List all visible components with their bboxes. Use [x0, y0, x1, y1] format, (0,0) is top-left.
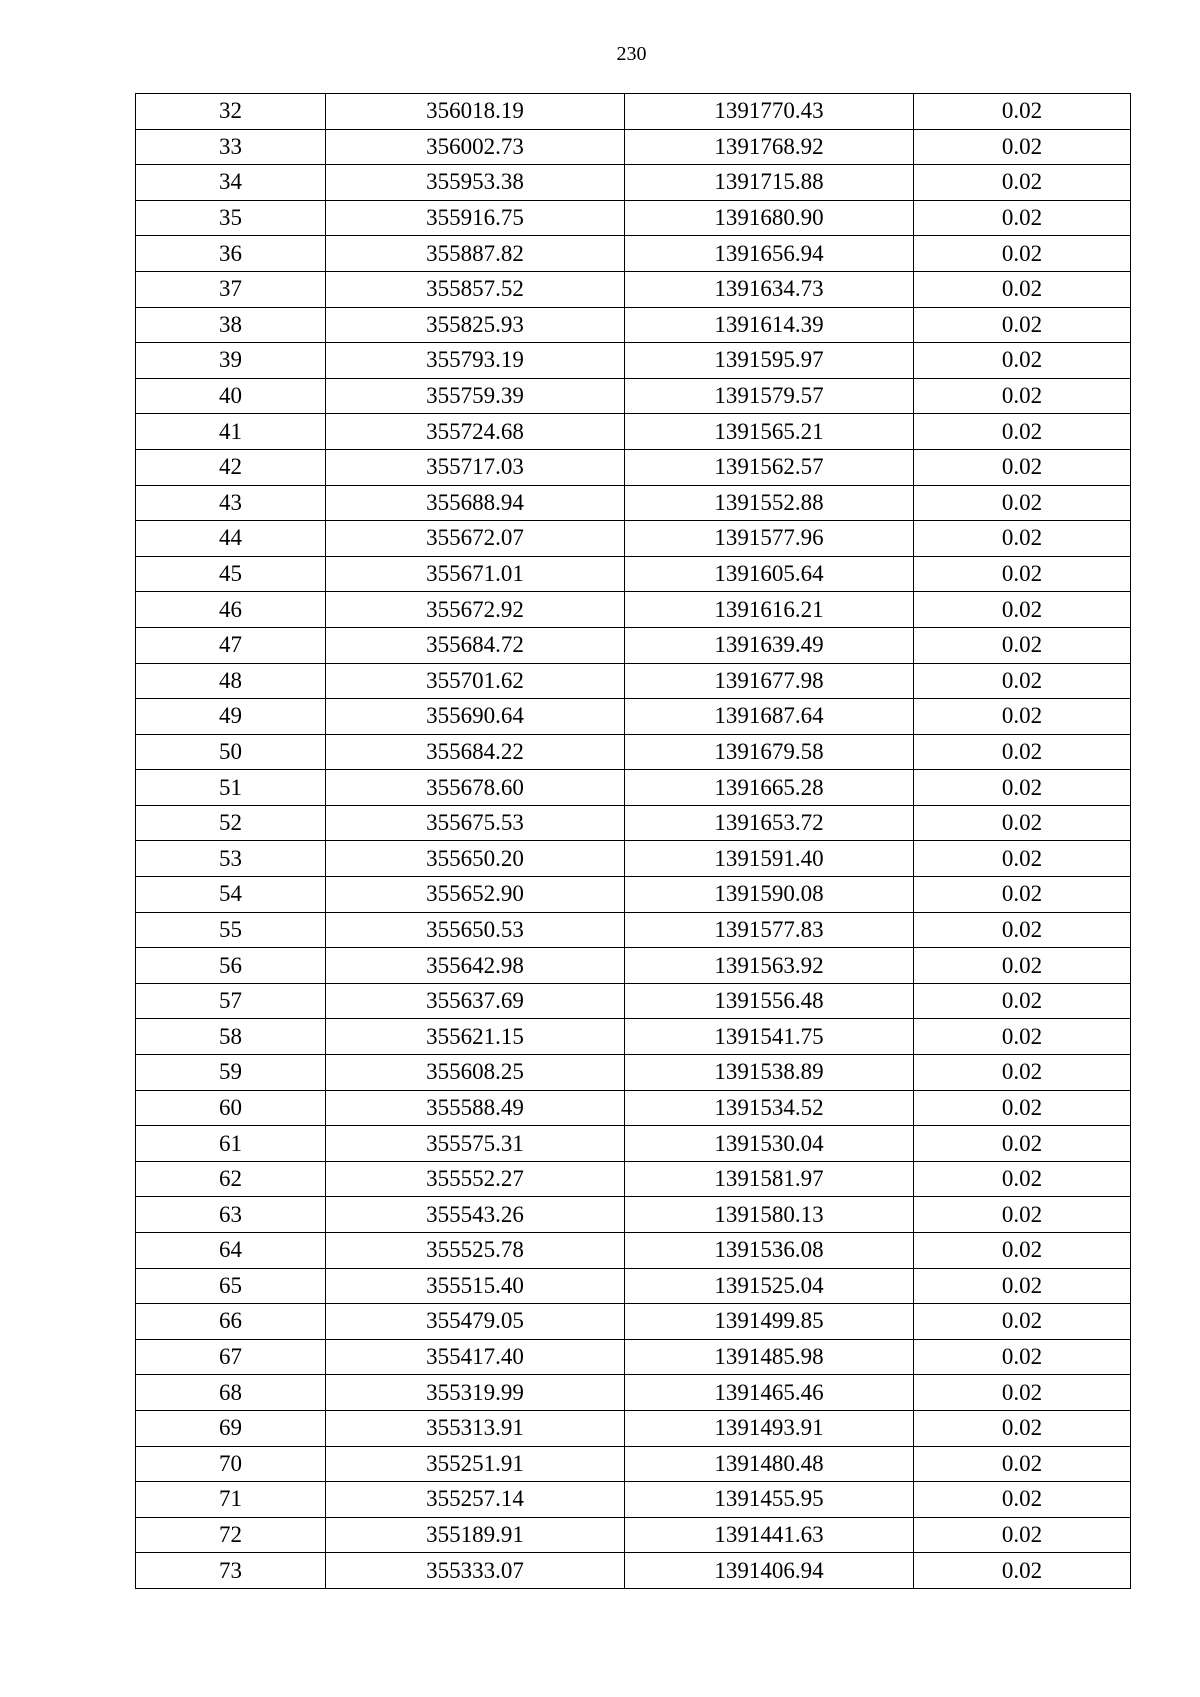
table-row — [136, 1161, 1131, 1197]
value-cell: 0.02 — [914, 343, 1131, 379]
value-cell: 0.02 — [914, 200, 1131, 236]
value-cell: 0.02 — [914, 485, 1131, 521]
x-coordinate-cell: 355608.25 — [326, 1055, 625, 1091]
point-number-cell: 56 — [136, 948, 326, 984]
point-number-cell: 37 — [136, 271, 326, 307]
table-row — [136, 343, 1131, 379]
value-cell: 0.02 — [914, 414, 1131, 450]
value-cell: 0.02 — [914, 1375, 1131, 1411]
table-row — [136, 948, 1131, 984]
value-cell: 0.02 — [914, 1553, 1131, 1589]
point-number-cell: 73 — [136, 1553, 326, 1589]
table-row — [136, 663, 1131, 699]
y-coordinate-cell: 1391591.40 — [625, 841, 914, 877]
value-cell: 0.02 — [914, 449, 1131, 485]
table-row — [136, 1482, 1131, 1518]
x-coordinate-cell: 355701.62 — [326, 663, 625, 699]
point-number-cell: 44 — [136, 521, 326, 557]
table-row — [136, 1446, 1131, 1482]
x-coordinate-cell: 355650.53 — [326, 912, 625, 948]
x-coordinate-cell: 355887.82 — [326, 236, 625, 272]
y-coordinate-cell: 1391639.49 — [625, 627, 914, 663]
point-number-cell: 57 — [136, 983, 326, 1019]
value-cell: 0.02 — [914, 271, 1131, 307]
x-coordinate-cell: 355684.72 — [326, 627, 625, 663]
point-number-cell: 36 — [136, 236, 326, 272]
x-coordinate-cell: 355690.64 — [326, 699, 625, 735]
table-body — [136, 94, 1131, 1589]
table-row — [136, 912, 1131, 948]
y-coordinate-cell: 1391715.88 — [625, 165, 914, 201]
point-number-cell: 32 — [136, 94, 326, 130]
y-coordinate-cell: 1391552.88 — [625, 485, 914, 521]
y-coordinate-cell: 1391534.52 — [625, 1090, 914, 1126]
x-coordinate-cell: 355642.98 — [326, 948, 625, 984]
value-cell: 0.02 — [914, 1090, 1131, 1126]
x-coordinate-cell: 355652.90 — [326, 877, 625, 913]
point-number-cell: 71 — [136, 1482, 326, 1518]
x-coordinate-cell: 355825.93 — [326, 307, 625, 343]
table-row — [136, 236, 1131, 272]
point-number-cell: 46 — [136, 592, 326, 628]
y-coordinate-cell: 1391577.96 — [625, 521, 914, 557]
table-row — [136, 1304, 1131, 1340]
table-row — [136, 805, 1131, 841]
y-coordinate-cell: 1391565.21 — [625, 414, 914, 450]
value-cell: 0.02 — [914, 1055, 1131, 1091]
value-cell: 0.02 — [914, 1126, 1131, 1162]
point-number-cell: 59 — [136, 1055, 326, 1091]
value-cell: 0.02 — [914, 877, 1131, 913]
table-row — [136, 556, 1131, 592]
y-coordinate-cell: 1391614.39 — [625, 307, 914, 343]
point-number-cell: 50 — [136, 734, 326, 770]
table-row — [136, 699, 1131, 735]
value-cell: 0.02 — [914, 912, 1131, 948]
value-cell: 0.02 — [914, 841, 1131, 877]
table-row — [136, 485, 1131, 521]
table-row — [136, 1268, 1131, 1304]
x-coordinate-cell: 355257.14 — [326, 1482, 625, 1518]
value-cell: 0.02 — [914, 1517, 1131, 1553]
point-number-cell: 43 — [136, 485, 326, 521]
x-coordinate-cell: 355515.40 — [326, 1268, 625, 1304]
y-coordinate-cell: 1391493.91 — [625, 1410, 914, 1446]
y-coordinate-cell: 1391556.48 — [625, 983, 914, 1019]
x-coordinate-cell: 355417.40 — [326, 1339, 625, 1375]
table-row — [136, 627, 1131, 663]
point-number-cell: 49 — [136, 699, 326, 735]
y-coordinate-cell: 1391581.97 — [625, 1161, 914, 1197]
point-number-cell: 69 — [136, 1410, 326, 1446]
table-row — [136, 1126, 1131, 1162]
y-coordinate-cell: 1391530.04 — [625, 1126, 914, 1162]
y-coordinate-cell: 1391595.97 — [625, 343, 914, 379]
x-coordinate-cell: 355588.49 — [326, 1090, 625, 1126]
value-cell: 0.02 — [914, 1482, 1131, 1518]
x-coordinate-cell: 355916.75 — [326, 200, 625, 236]
page-number: 230 — [616, 43, 647, 65]
y-coordinate-cell: 1391563.92 — [625, 948, 914, 984]
point-number-cell: 67 — [136, 1339, 326, 1375]
value-cell: 0.02 — [914, 236, 1131, 272]
table-row — [136, 1339, 1131, 1375]
y-coordinate-cell: 1391441.63 — [625, 1517, 914, 1553]
x-coordinate-cell: 355525.78 — [326, 1233, 625, 1269]
x-coordinate-cell: 356018.19 — [326, 94, 625, 130]
point-number-cell: 38 — [136, 307, 326, 343]
x-coordinate-cell: 355724.68 — [326, 414, 625, 450]
table-row — [136, 449, 1131, 485]
x-coordinate-cell: 355313.91 — [326, 1410, 625, 1446]
y-coordinate-cell: 1391616.21 — [625, 592, 914, 628]
x-coordinate-cell: 355672.92 — [326, 592, 625, 628]
point-number-cell: 41 — [136, 414, 326, 450]
table-row — [136, 1197, 1131, 1233]
x-coordinate-cell: 355479.05 — [326, 1304, 625, 1340]
table-row — [136, 1019, 1131, 1055]
table-row — [136, 94, 1131, 130]
point-number-cell: 60 — [136, 1090, 326, 1126]
value-cell: 0.02 — [914, 627, 1131, 663]
value-cell: 0.02 — [914, 983, 1131, 1019]
table-row — [136, 734, 1131, 770]
value-cell: 0.02 — [914, 592, 1131, 628]
value-cell: 0.02 — [914, 94, 1131, 130]
y-coordinate-cell: 1391525.04 — [625, 1268, 914, 1304]
y-coordinate-cell: 1391465.46 — [625, 1375, 914, 1411]
point-number-cell: 40 — [136, 378, 326, 414]
table-row — [136, 1410, 1131, 1446]
x-coordinate-cell: 355319.99 — [326, 1375, 625, 1411]
value-cell: 0.02 — [914, 948, 1131, 984]
value-cell: 0.02 — [914, 1410, 1131, 1446]
table-row — [136, 770, 1131, 806]
table-row — [136, 129, 1131, 165]
y-coordinate-cell: 1391580.13 — [625, 1197, 914, 1233]
point-number-cell: 35 — [136, 200, 326, 236]
table-row — [136, 983, 1131, 1019]
table-row — [136, 1233, 1131, 1269]
point-number-cell: 55 — [136, 912, 326, 948]
point-number-cell: 63 — [136, 1197, 326, 1233]
value-cell: 0.02 — [914, 378, 1131, 414]
point-number-cell: 70 — [136, 1446, 326, 1482]
y-coordinate-cell: 1391605.64 — [625, 556, 914, 592]
value-cell: 0.02 — [914, 1019, 1131, 1055]
point-number-cell: 45 — [136, 556, 326, 592]
point-number-cell: 66 — [136, 1304, 326, 1340]
y-coordinate-cell: 1391541.75 — [625, 1019, 914, 1055]
value-cell: 0.02 — [914, 307, 1131, 343]
y-coordinate-cell: 1391562.57 — [625, 449, 914, 485]
value-cell: 0.02 — [914, 1339, 1131, 1375]
y-coordinate-cell: 1391485.98 — [625, 1339, 914, 1375]
point-number-cell: 48 — [136, 663, 326, 699]
y-coordinate-cell: 1391665.28 — [625, 770, 914, 806]
point-number-cell: 53 — [136, 841, 326, 877]
x-coordinate-cell: 355637.69 — [326, 983, 625, 1019]
value-cell: 0.02 — [914, 165, 1131, 201]
x-coordinate-cell: 355672.07 — [326, 521, 625, 557]
value-cell: 0.02 — [914, 1304, 1131, 1340]
point-number-cell: 33 — [136, 129, 326, 165]
x-coordinate-cell: 355793.19 — [326, 343, 625, 379]
table-row — [136, 271, 1131, 307]
x-coordinate-cell: 355671.01 — [326, 556, 625, 592]
x-coordinate-cell: 355552.27 — [326, 1161, 625, 1197]
table-row — [136, 414, 1131, 450]
y-coordinate-cell: 1391538.89 — [625, 1055, 914, 1091]
value-cell: 0.02 — [914, 699, 1131, 735]
value-cell: 0.02 — [914, 1268, 1131, 1304]
point-number-cell: 65 — [136, 1268, 326, 1304]
x-coordinate-cell: 355621.15 — [326, 1019, 625, 1055]
value-cell: 0.02 — [914, 521, 1131, 557]
table-row — [136, 521, 1131, 557]
point-number-cell: 64 — [136, 1233, 326, 1269]
value-cell: 0.02 — [914, 1446, 1131, 1482]
y-coordinate-cell: 1391590.08 — [625, 877, 914, 913]
y-coordinate-cell: 1391687.64 — [625, 699, 914, 735]
table-row — [136, 592, 1131, 628]
y-coordinate-cell: 1391768.92 — [625, 129, 914, 165]
coordinate-table-container — [135, 93, 1131, 1589]
table-row — [136, 200, 1131, 236]
y-coordinate-cell: 1391455.95 — [625, 1482, 914, 1518]
point-number-cell: 62 — [136, 1161, 326, 1197]
value-cell: 0.02 — [914, 805, 1131, 841]
x-coordinate-cell: 355251.91 — [326, 1446, 625, 1482]
value-cell: 0.02 — [914, 1197, 1131, 1233]
table-row — [136, 1517, 1131, 1553]
x-coordinate-cell: 355678.60 — [326, 770, 625, 806]
value-cell: 0.02 — [914, 1233, 1131, 1269]
point-number-cell: 54 — [136, 877, 326, 913]
x-coordinate-cell: 356002.73 — [326, 129, 625, 165]
table-row — [136, 877, 1131, 913]
y-coordinate-cell: 1391577.83 — [625, 912, 914, 948]
value-cell: 0.02 — [914, 556, 1131, 592]
point-number-cell: 52 — [136, 805, 326, 841]
y-coordinate-cell: 1391406.94 — [625, 1553, 914, 1589]
y-coordinate-cell: 1391634.73 — [625, 271, 914, 307]
point-number-cell: 72 — [136, 1517, 326, 1553]
table-row — [136, 1375, 1131, 1411]
x-coordinate-cell: 355953.38 — [326, 165, 625, 201]
y-coordinate-cell: 1391653.72 — [625, 805, 914, 841]
table-row — [136, 378, 1131, 414]
x-coordinate-cell: 355189.91 — [326, 1517, 625, 1553]
x-coordinate-cell: 355650.20 — [326, 841, 625, 877]
y-coordinate-cell: 1391680.90 — [625, 200, 914, 236]
y-coordinate-cell: 1391679.58 — [625, 734, 914, 770]
table-row — [136, 1553, 1131, 1589]
point-number-cell: 34 — [136, 165, 326, 201]
x-coordinate-cell: 355333.07 — [326, 1553, 625, 1589]
value-cell: 0.02 — [914, 770, 1131, 806]
table-row — [136, 1055, 1131, 1091]
x-coordinate-cell: 355575.31 — [326, 1126, 625, 1162]
x-coordinate-cell: 355688.94 — [326, 485, 625, 521]
x-coordinate-cell: 355684.22 — [326, 734, 625, 770]
y-coordinate-cell: 1391656.94 — [625, 236, 914, 272]
x-coordinate-cell: 355759.39 — [326, 378, 625, 414]
x-coordinate-cell: 355857.52 — [326, 271, 625, 307]
x-coordinate-cell: 355717.03 — [326, 449, 625, 485]
coordinate-table — [135, 93, 1131, 1589]
y-coordinate-cell: 1391536.08 — [625, 1233, 914, 1269]
x-coordinate-cell: 355675.53 — [326, 805, 625, 841]
y-coordinate-cell: 1391480.48 — [625, 1446, 914, 1482]
point-number-cell: 39 — [136, 343, 326, 379]
y-coordinate-cell: 1391677.98 — [625, 663, 914, 699]
table-row — [136, 841, 1131, 877]
table-row — [136, 165, 1131, 201]
table-row — [136, 1090, 1131, 1126]
y-coordinate-cell: 1391770.43 — [625, 94, 914, 130]
point-number-cell: 51 — [136, 770, 326, 806]
value-cell: 0.02 — [914, 129, 1131, 165]
point-number-cell: 58 — [136, 1019, 326, 1055]
value-cell: 0.02 — [914, 1161, 1131, 1197]
value-cell: 0.02 — [914, 663, 1131, 699]
table-row — [136, 307, 1131, 343]
point-number-cell: 47 — [136, 627, 326, 663]
point-number-cell: 68 — [136, 1375, 326, 1411]
x-coordinate-cell: 355543.26 — [326, 1197, 625, 1233]
point-number-cell: 61 — [136, 1126, 326, 1162]
y-coordinate-cell: 1391579.57 — [625, 378, 914, 414]
point-number-cell: 42 — [136, 449, 326, 485]
value-cell: 0.02 — [914, 734, 1131, 770]
y-coordinate-cell: 1391499.85 — [625, 1304, 914, 1340]
